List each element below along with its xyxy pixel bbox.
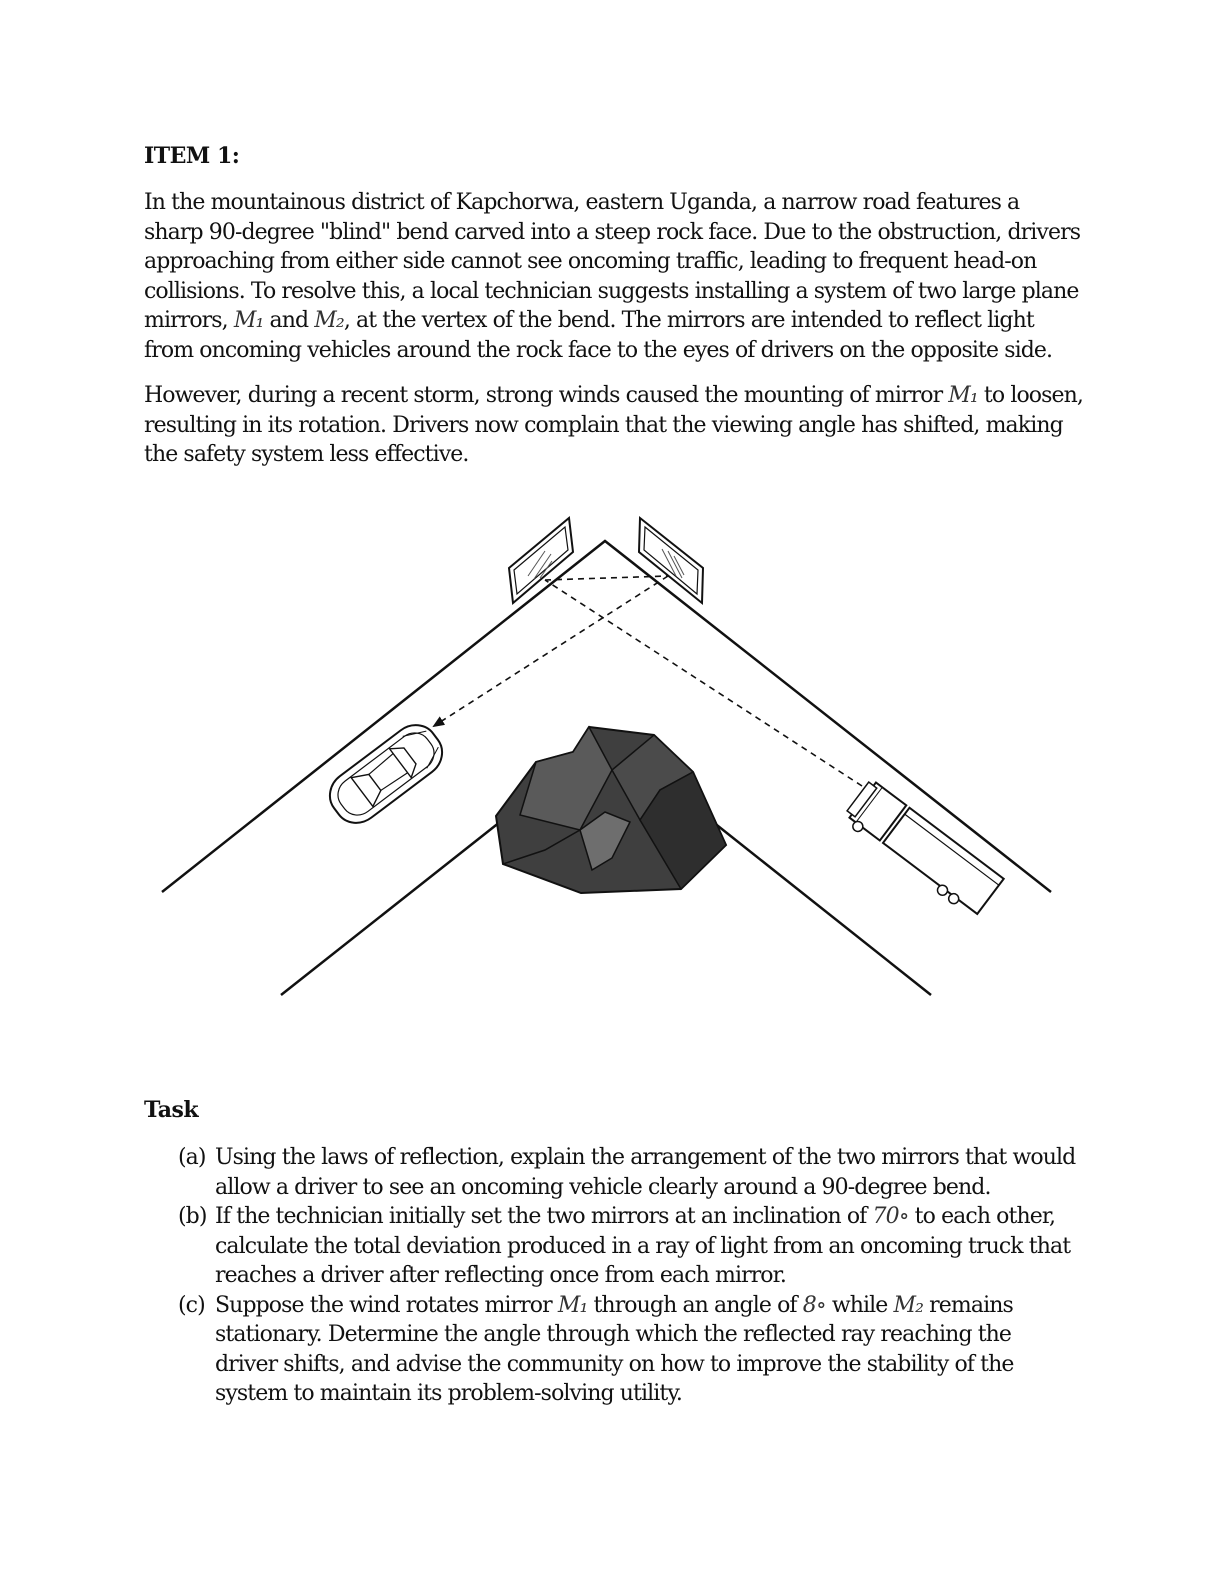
task-text-b [215,1202,1078,1291]
task-c-text-d: remains stationary. Determine the angle through which the reflected ray reaching the driver shifts, and advise the community on how to improve the stability of the system to maintain its problem-solving utility. [215,1292,1014,1406]
truck [840,779,1003,920]
task-c-text-b: through an angle of [587,1292,803,1318]
task-item-c [178,1291,1078,1409]
mirror-m1-label: M₁ [948,383,978,408]
task-label-b: (b) [178,1204,207,1229]
intro-text-a: In the mountainous district of Kapchorwa, eastern Uganda, a narrow road features a sharp 90-degree "blind" bend carved into a steep rock face. Due to the obstruction, drivers approaching from either side cannot see oncoming traffic, leading to frequent head-on collisions. To resolve this, a local technician suggests installing a system of two large plane mirrors, [144,190,1081,333]
mirror-m2-label: M₂ [314,308,344,333]
task-b-text-a: If the technician initially set the two mirrors at an inclination of [215,1204,873,1229]
mirror-m2 [639,518,703,603]
task-label-a: (a) [178,1145,206,1170]
mirror-m1-label: M₁ [233,308,264,333]
task-item-b [178,1202,1078,1291]
task-title: Task [144,1097,199,1123]
task-b-angle: 70∘ [872,1204,909,1229]
storm-text-a: However, during a recent storm, strong winds caused the mounting of mirror [144,383,949,408]
storm-paragraph [144,381,1084,470]
road-bend-figure [140,505,1070,1005]
mirror-m1-label: M₁ [557,1292,588,1318]
task-item-a [178,1143,1078,1202]
task-c-text-a: Suppose the wind rotates mirror [215,1292,558,1318]
rock-face [496,727,726,893]
task-c-text-c: while [825,1292,894,1318]
car [321,716,451,832]
task-text-a [215,1143,1078,1202]
task-b-text-b: to each other, calculate the total deviation produced in a ray of light from an oncoming truck that reaches a driver after reflecting once from each mirror. [215,1204,1071,1288]
mirror-m2-label: M₂ [893,1292,924,1318]
task-label-c: (c) [178,1292,205,1318]
task-c-angle: 8∘ [802,1292,826,1318]
storm-text-b: to loosen, resulting in its rotation. Drivers now complain that the viewing angle has shifted, making the safety system less effective. [144,383,1084,467]
task-text-c [215,1291,1078,1409]
task-list [178,1143,1078,1409]
intro-paragraph [144,188,1084,365]
intro-text-c: , at the vertex of the bend. The mirrors are intended to reflect light from oncoming vehicles around the rock face to the eyes of drivers on the opposite side. [144,308,1053,363]
task-a-text: Using the laws of reflection, explain the arrangement of the two mirrors that would allow a driver to see an oncoming vehicle clearly around a 90-degree bend. [215,1145,1076,1200]
item-heading: ITEM 1: [144,143,240,169]
intro-text-b: and [263,308,315,333]
